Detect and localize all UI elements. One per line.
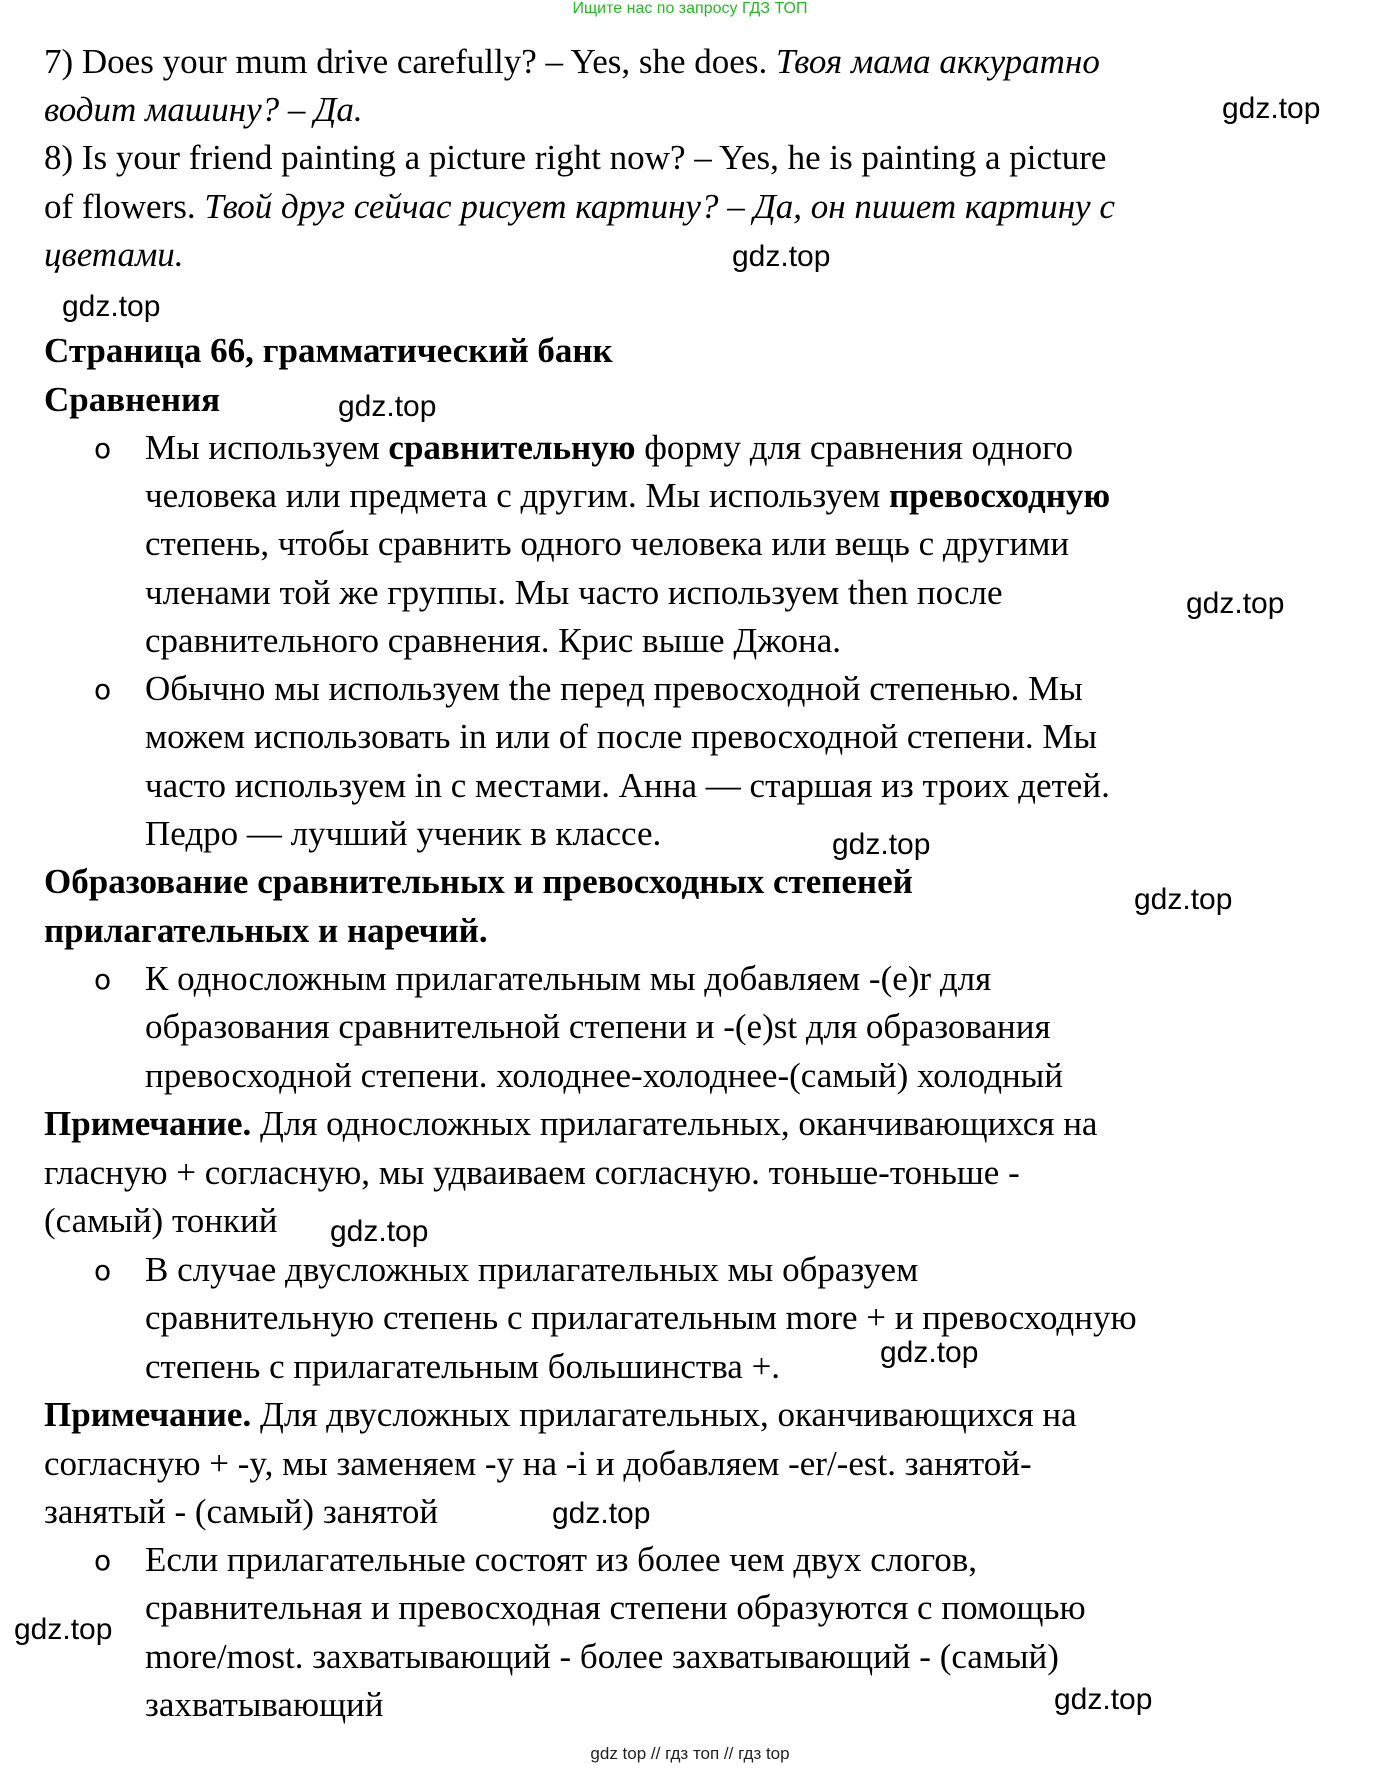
item-7-line-1 <box>44 38 1100 86</box>
bullet-5-line-2: сравнительная и превосходная степени образуются с помощью <box>145 1588 1086 1627</box>
watermark: gdz.top <box>1186 587 1285 620</box>
text-span: форму для сравнения одного <box>635 428 1074 467</box>
heading-formation-line-2: прилагательных и наречий. <box>44 911 488 950</box>
bullet-4-line-1: В случае двусложных прилагательных мы образуем <box>145 1250 919 1289</box>
bullet-2-line-2: можем использовать in или of после превосходной степени. Мы <box>145 717 1098 756</box>
section-title: Страница 66, грамматический банк <box>44 331 613 370</box>
note-2-line-1 <box>44 1391 1077 1439</box>
item-8-line-2 <box>44 183 1115 231</box>
note-label: Примечание. <box>44 1395 252 1434</box>
note-2-line-2: согласную + -y, мы заменяем -y на -i и добавляем -er/-est. занятой- <box>44 1444 1032 1483</box>
bullet-marker: o <box>94 1544 112 1577</box>
section-subtitle: Сравнения <box>44 380 221 419</box>
bullet-2-line-4: Педро — лучший ученик в классе. <box>145 814 662 853</box>
watermark: gdz.top <box>14 1613 113 1646</box>
bullet-2-line-1: Обычно мы используем the перед превосходной степенью. Мы <box>145 669 1083 708</box>
bullet-3-line-1: К односложным прилагательным мы добавляем -(e)r для <box>145 959 992 998</box>
watermark: gdz.top <box>732 240 831 273</box>
bullet-1-line-4: членами той же группы. Мы часто используем then после <box>145 573 1003 612</box>
item-8-line-1: 8) Is your friend painting a picture right now? – Yes, he is painting a picture <box>44 138 1107 177</box>
item-8-russian: Твой друг сейчас рисует картину? – Да, он пишет картину с <box>204 187 1115 226</box>
note-1-line-3: (самый) тонкий <box>44 1201 278 1240</box>
watermark: gdz.top <box>832 828 931 861</box>
bullet-3-line-3: превосходной степени. холоднее-холоднее-(самый) холодный <box>145 1056 1064 1095</box>
item-7-english: 7) Does your mum drive carefully? – Yes, she does. <box>44 42 768 81</box>
heading-formation-line-1: Образование сравнительных и превосходных степеней <box>44 862 913 901</box>
watermark: gdz.top <box>1222 92 1321 125</box>
text-span: человека или предмета с другим. Мы используем <box>145 476 889 515</box>
note-1-line-1 <box>44 1100 1097 1148</box>
bullet-4-line-3: степень с прилагательным большинства +. <box>145 1347 781 1386</box>
text-span: Для односложных прилагательных, оканчивающихся на <box>251 1104 1098 1143</box>
text-span: Мы используем <box>145 428 389 467</box>
item-8-english-end: of flowers. <box>44 187 196 226</box>
watermark: gdz.top <box>880 1336 979 1369</box>
item-7-line-2: водит машину? – Да. <box>44 90 363 129</box>
note-2-line-3: занятый - (самый) занятой <box>44 1492 439 1531</box>
item-7-russian: Твоя мама аккуратно <box>775 42 1100 81</box>
watermark: gdz.top <box>1134 883 1233 916</box>
note-1-line-2: гласную + согласную, мы удваиваем согласную. тоньше-тоньше - <box>44 1153 1020 1192</box>
watermark: gdz.top <box>338 390 437 423</box>
bullet-5-line-4: захватывающий <box>145 1685 384 1724</box>
bullet-marker: o <box>94 432 112 465</box>
item-8-line-3: цветами. <box>44 235 184 274</box>
bullet-1-line-3: степень, чтобы сравнить одного человека или вещь с другими <box>145 524 1070 563</box>
bullet-1-line-2 <box>145 472 1110 520</box>
watermark: gdz.top <box>62 290 161 323</box>
bullet-marker: o <box>94 963 112 996</box>
bullet-5-line-1: Если прилагательные состоят из более чем двух слогов, <box>145 1540 977 1579</box>
watermark: gdz.top <box>330 1215 429 1248</box>
bullet-5-line-3: more/most. захватывающий - более захватывающий - (самый) <box>145 1637 1059 1676</box>
bold-term-comparative: сравнительную <box>388 428 636 467</box>
bullet-3-line-2: образования сравнительной степени и -(e)st для образования <box>145 1007 1051 1046</box>
note-label: Примечание. <box>44 1104 252 1143</box>
text-span: Для двусложных прилагательных, оканчивающихся на <box>251 1395 1077 1434</box>
bottom-banner: gdz top // гдз топ // гдз top <box>590 1744 790 1763</box>
watermark: gdz.top <box>1054 1683 1153 1716</box>
bullet-marker: o <box>94 673 112 706</box>
watermark: gdz.top <box>552 1497 651 1530</box>
bullet-1-line-1 <box>145 424 1073 472</box>
bold-term-superlative: превосходную <box>888 476 1111 515</box>
top-banner: Ищите нас по запросу ГДЗ ТОП <box>572 0 808 17</box>
bullet-marker: o <box>94 1254 112 1287</box>
bullet-1-line-5: сравнительного сравнения. Крис выше Джона. <box>145 621 842 660</box>
bullet-4-line-2: сравнительную степень с прилагательным more + и превосходную <box>145 1298 1137 1337</box>
bullet-2-line-3: часто используем in с местами. Анна — старшая из троих детей. <box>145 766 1110 805</box>
